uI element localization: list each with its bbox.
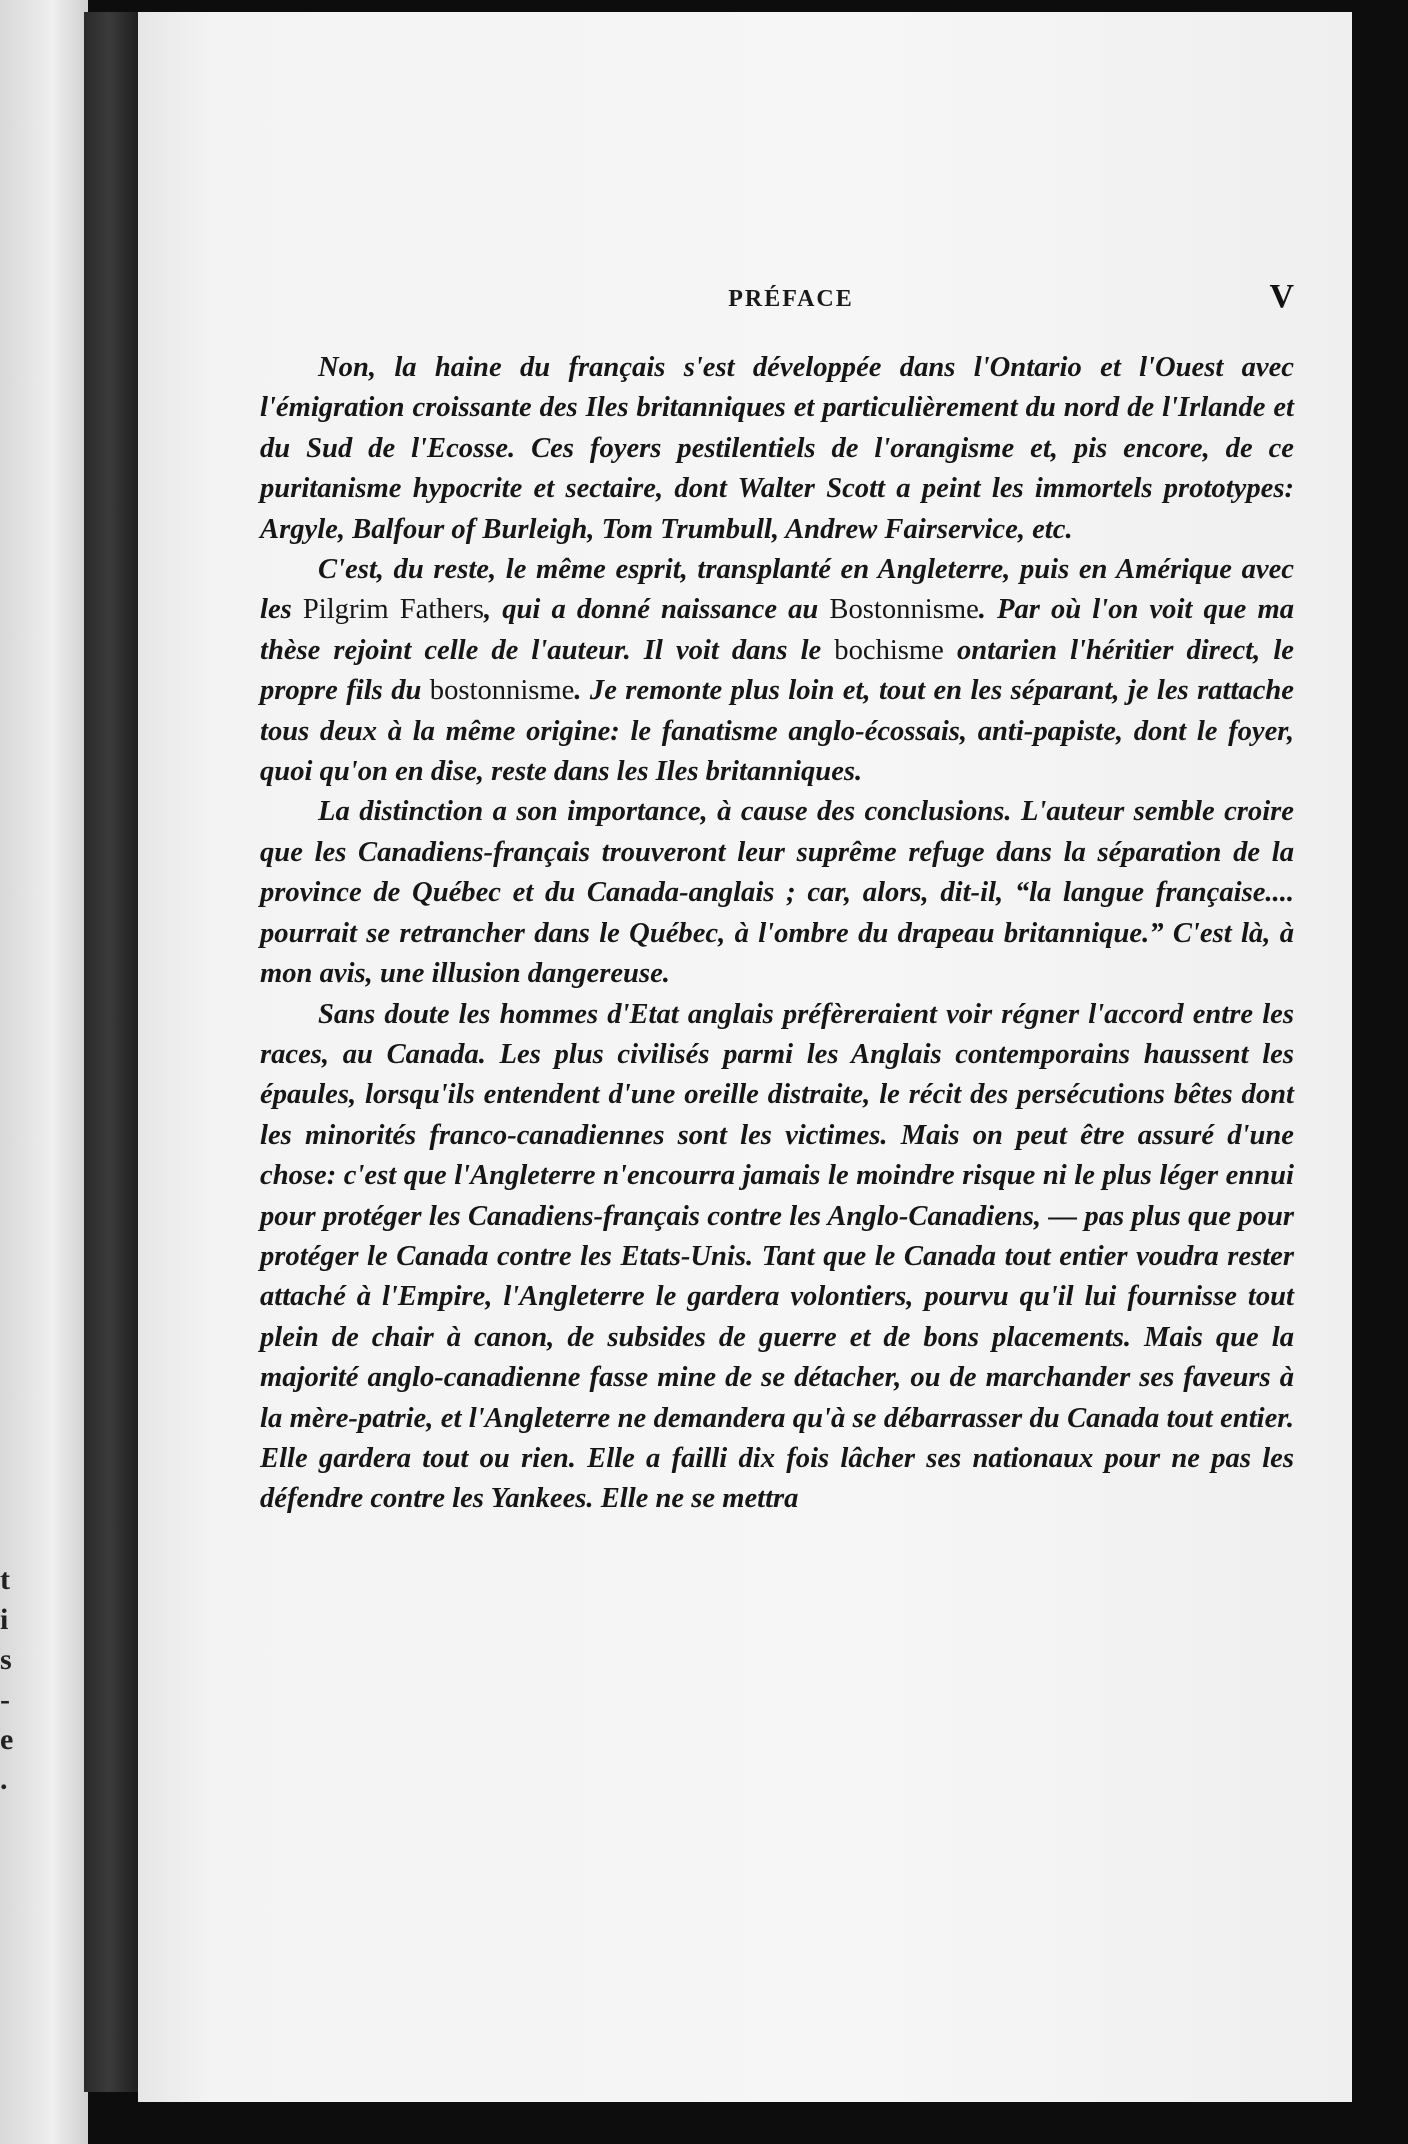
paragraph	[260, 792, 1294, 994]
paragraph	[260, 550, 1294, 792]
text-segment: Pilgrim Fathers	[302, 594, 484, 626]
running-head: PRÉFACE	[728, 286, 854, 312]
page-header	[258, 278, 1294, 322]
text-segment: . Je remonte plus loin et, tout en les séparant, je les rattache tous deux à la même origine: le fanatisme anglo-écossais, anti-papiste, dont le foyer, quoi qu'on en dise, reste dans les Iles britanniques.	[260, 675, 1294, 788]
text-segment: ontarien l'héritier direct, le propre fils du	[260, 634, 1294, 707]
left-page-margin-characters	[0, 1560, 14, 1800]
text-segment: La distinction a son importance, à cause des conclusions. L'auteur semble croire que les Canadiens-français trouveront leur suprême refuge dans la séparation de la province de Québec et du Canada-anglais ; car, alors, dit-il, “la langue française.... pourrait se retrancher dans le Québec, à l'ombre du drapeau britannique.” C'est là, à mon avis, une illusion dangereuse.	[260, 796, 1294, 990]
left-page-edge	[0, 0, 88, 2144]
text-segment: Bostonnisme	[829, 594, 979, 626]
book-gutter	[84, 12, 140, 2092]
book-page	[138, 12, 1352, 2102]
margin-char: e	[0, 1723, 14, 1756]
margin-char: s	[0, 1643, 12, 1676]
page-number: V	[1269, 278, 1294, 315]
text-segment: . Par où l'on voit que ma thèse rejoint celle de l'auteur. Il voit dans le	[260, 594, 1294, 666]
text-segment: bochisme	[834, 634, 944, 666]
margin-char: t	[0, 1563, 10, 1596]
paragraph	[260, 995, 1294, 1520]
margin-char: i	[0, 1603, 9, 1636]
text-segment: Non, la haine du français s'est développée dans l'Ontario et l'Ouest avec l'émigration croissante des Iles britanniques et particulièrement du nord de l'Irlande et du Sud de l'Ecosse. Ces foyers pestilentiels de l'orangisme et, pis encore, de ce puritanisme hypocrite et sectaire, dont Walter Scott a peint les immortels prototypes: Argyle, Balfour of Burleigh, Tom Trumbull, Andrew Fairservice, etc.	[260, 352, 1294, 545]
text-segment: Sans doute les hommes d'Etat anglais préfèreraient voir régner l'accord entre les races, au Canada. Les plus civilisés parmi les Anglais contemporains haussent les épaules, lorsqu'ils entendent d'une oreille distraite, le récit des persécutions bêtes dont les minorités franco-canadiennes sont les victimes. Mais on peut être assuré d'une chose: c'est que l'Angleterre n'encourra jamais le moindre risque ni le plus léger ennui pour protéger les Canadiens-français contre les Anglo-Canadiens, — pas plus que pour protéger le Canada contre les Etats-Unis. Tant que le Canada tout entier voudra rester attaché à l'Empire, l'Angleterre le gardera volontiers, pourvu qu'il lui fournisse tout plein de chair à canon, de subsides de guerre et de bons placements. Mais que la majorité anglo-canadienne fasse mine de se détacher, ou de marchander ses faveurs à la mère-patrie, et l'Angleterre ne demandera qu'à se débarrasser du Canada tout entier. Elle gardera tout ou rien. Elle a failli dix fois lâcher ses nationaux pour ne pas les défendre contre les Yankees. Elle ne se mettra	[260, 998, 1294, 1515]
margin-char: .	[0, 1763, 8, 1796]
text-segment: bostonnisme	[429, 675, 575, 707]
text-segment: C'est, du reste, le même esprit, transplanté en Angleterre, puis en Amérique avec les	[260, 554, 1294, 626]
body-text	[260, 348, 1294, 1520]
text-segment: , qui a donné naissance au	[483, 594, 830, 626]
paragraph	[260, 348, 1294, 550]
margin-char: -	[0, 1683, 10, 1716]
